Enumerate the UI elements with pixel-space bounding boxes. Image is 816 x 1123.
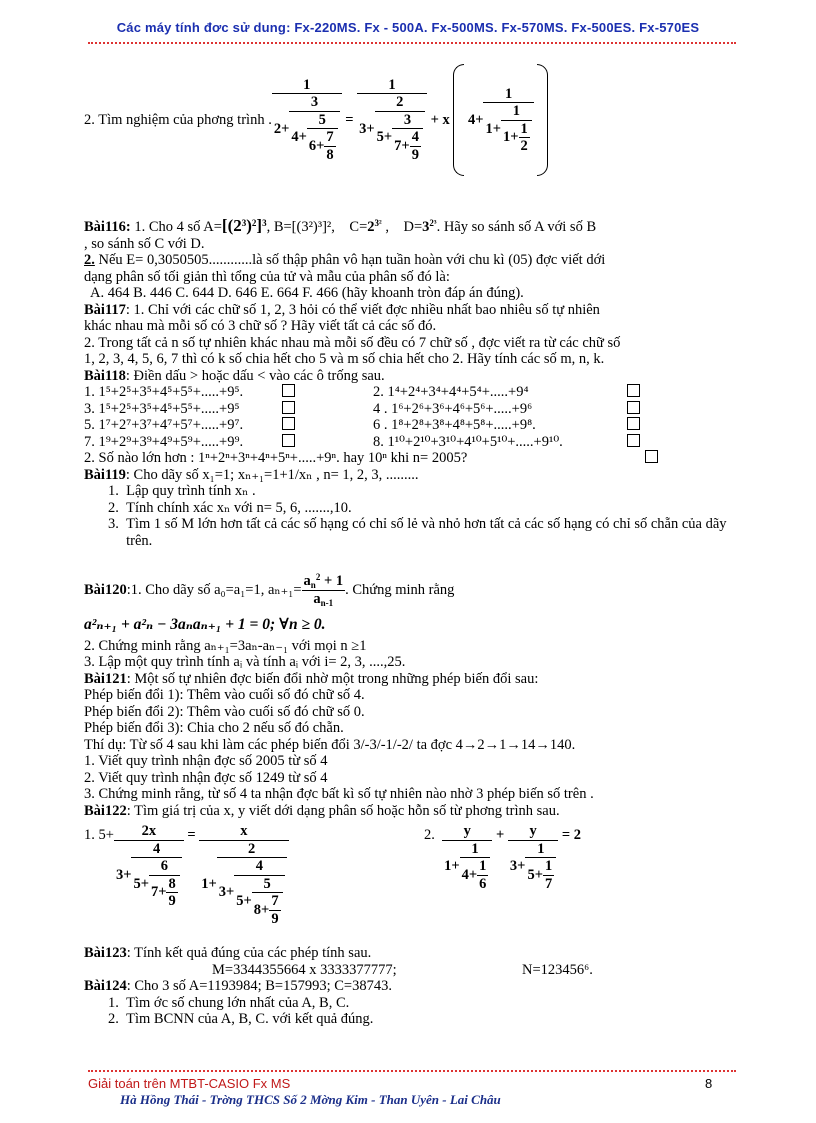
bai119-intro: Bài119: Cho dãy số x₁=1; xₙ₊₁=1+1/xₙ , n= 1, 2, 3, ......... [84,466,419,483]
bai116-line4: dạng phân số tối giản thì tổng của tử và mẫu của phân số đó là: [84,268,450,285]
bai123-values: M=3344355664 x 3333377777; N=123456⁶. [212,961,593,978]
answer-box[interactable] [282,434,295,447]
bai120-line2: 2. Chứng minh rằng aₙ₊₁=3aₙ-aₙ₋₁ với mọi n ≥1 [84,637,367,654]
bai122-equations [84,823,744,945]
bai120-line1: Bài120 :1. Cho dãy số a₀=a₁=1, aₙ₊₁= $\frac{a_n^2 + 1}{a_{n-1}}$ . Chứng minh rằng [84,572,455,608]
list-item: 3. Tìm 1 số M lớn hơn tất cả các số hạng có chỉ số lẻ và nhỏ hơn tất cả các số hạng có chỉ số chẵn của dãy trên. [108,516,727,549]
bai116-q2: 2. Nếu E= 0,3050505............là số thập phân vô hạn tuần hoàn với chu kì (05) đợc viết dới [84,252,606,268]
bai121-line1: Bài121: Một số tự nhiên đợc biến đổi nhờ một trong những phép biến đổi sau: [84,670,539,687]
bai122-eq1: 1. 5+ 2x 3+ 4 5+ 6 7+ $\frac{8}{9}$ = x 1+ 2 3+ 4 5+ 5 8+ $\frac{7}{9}$ [84,823,424,927]
answer-box[interactable] [645,450,658,463]
list-item: 1. Tìm ớc số chung lớn nhất của A, B, C. [108,994,350,1011]
bai124-list [84,995,744,1028]
bai116-line2: , so sánh số C với D. [84,235,205,252]
list-item: 2. Tìm BCNN của A, B, C. với kết quả đúng. [108,1011,374,1027]
bai118-q2: 2. Số nào lớn hơn : 1ⁿ+2ⁿ+3ⁿ+4ⁿ+5ⁿ+.....+9ⁿ. hay 10ⁿ khi n= 2005? [84,450,744,467]
q2-top-text: 2. Tìm nghiệm của phơng trình . [84,111,272,128]
page-number: 8 [705,1076,713,1091]
answer-box[interactable] [627,417,640,430]
bai118-row: 1. 1⁵+2⁵+3⁵+4⁵+5⁵+.....+9⁵. 2. 1⁴+2⁴+3⁴+4⁴+5⁴+.....+9⁴ [84,384,744,401]
bai117-line3: 2. Trong tất cả n số tự nhiên khác nhau mà mỗi số đều có 7 chữ số , đợc viết ra từ các chữ số [84,334,621,351]
page-header: Các máy tính đơc sử dung: Fx-220MS. Fx - 500A. Fx-500MS. Fx-570MS. Fx-500ES. Fx-570ES [116,20,700,35]
header-rule [88,42,736,44]
bai121-line8: 3. Chứng minh rằng, từ số 4 ta nhận đợc bất kì số tự nhiên nào nhờ 3 phép biến số trên . [84,786,594,802]
bai120-line3: 3. Lập một quy trình tính aᵢ và tính aᵢ với i= 2, 3, ....,25. [84,654,406,670]
list-item: 1. Lập quy trình tính xₙ . [108,483,256,499]
bai119-list [84,483,744,549]
footer-rule [88,1070,736,1072]
bai122-eq2: 2. y 1+ 1 4+ $\frac{1}{6}$ + y 3+ 1 5+ $\frac{1}{7}$ = 2 [424,823,581,892]
bai121-line3: Phép biến đổi 2): Thêm vào cuối số đó chữ số 0. [84,703,365,720]
answer-box[interactable] [282,384,295,397]
bai120-identity: a²ₙ₊₁ + a²ₙ − 3aₙaₙ₊₁ + 1 = 0; ∀n ≥ 0. [84,616,326,633]
bai118-row: 3. 1⁵+2⁵+3⁵+4⁵+5⁵+.....+9⁵ 4 . 1⁶+2⁶+3⁶+4⁶+5⁶+.....+9⁶ [84,401,744,418]
answer-box[interactable] [627,384,640,397]
answer-box[interactable] [627,434,640,447]
bai121-line6: 1. Viết quy trình nhận đợc số 2005 từ số 4 [84,753,328,769]
bai122-intro: Bài122: Tìm giá trị của x, y viết dới dạng phân số hoặc hỗn số từ phơng trình sau. [84,802,560,819]
bai117-line1: Bài117: 1. Chỉ với các chữ số 1, 2, 3 hỏi có thể viết đợc nhiều nhất bao nhiêu số tự nhiên [84,301,600,318]
bai116-line1: Bài116: 1. Cho 4 số $A=[(2^3)^2]^3$, B=[(3²)³]², $C=2^{3^2}$ , $D=3^{2^3}$. Hãy so sánh số A với số B [84,216,597,235]
answer-box[interactable] [627,401,640,414]
footer-signature: Hà Hồng Thái - Trờng THCS Số 2 Mờng Kim - Than Uyên - Lai Châu [120,1092,501,1107]
list-item: 2. Tính chính xác xₙ với n= 5, 6, .......,10. [108,499,352,516]
answer-box[interactable] [282,417,295,430]
bai121-line4: Phép biến đổi 3): Chia cho 2 nếu số đó chẵn. [84,720,344,736]
body-text [84,218,744,1028]
bai118-row: 7. 1⁹+2⁹+3⁹+4⁹+5⁹+.....+9⁹. 8. 1¹⁰+2¹⁰+3¹⁰+4¹⁰+5¹⁰+.....+9¹⁰. [84,434,744,451]
bai118-intro: Bài118: Điền dấu > hoặc dấu < vào các ô trống sau. [84,367,385,384]
bai117-line2: khác nhau mà mỗi số có 3 chữ số ? Hãy viết tất cả các số đó. [84,318,437,334]
footer-left: Giải toán trên MTBT-CASIO Fx MS [88,1076,291,1091]
lhs-continued-fraction: 1 2+ 3 4+ 5 6+ $\frac{7}{8}$ = 1 3+ 2 5+ 3 7+ $\frac{4}{9}$ + x 4+ 1 1+ 1 1+ $\frac{1}{2}$ [272,64,549,176]
bai121-line2: Phép biến đổi 1): Thêm vào cuối số đó chữ số 4. [84,687,365,703]
bai124-intro: Bài124: Cho 3 số A=1193984; B=157993; C=38743. [84,978,392,994]
bai116-options: A. 464 B. 446 C. 644 D. 646 E. 664 F. 466 (hãy khoanh tròn đáp án đúng). [90,285,524,301]
answer-box[interactable] [282,401,295,414]
bai121-line5: Thí dụ: Từ số 4 sau khi làm các phép biến đổi 3/-3/-1/-2/ ta đợc 4→2→1→14→140. [84,736,576,753]
top-equation [84,58,744,182]
bai117-line4: 1, 2, 3, 4, 5, 6, 7 thì có k số chia hết cho 5 và m số chia hết cho 2. Hãy tính các số m, n, k. [84,351,605,367]
bai123-intro: Bài123: Tính kết quả đúng của các phép tính sau. [84,945,372,961]
bai121-line7: 2. Viết quy trình nhận đợc số 1249 từ số 4 [84,769,328,786]
bai118-row: 5. 1⁷+2⁷+3⁷+4⁷+5⁷+.....+9⁷. 6 . 1⁸+2⁸+3⁸+4⁸+5⁸+.....+9⁸. [84,417,744,434]
